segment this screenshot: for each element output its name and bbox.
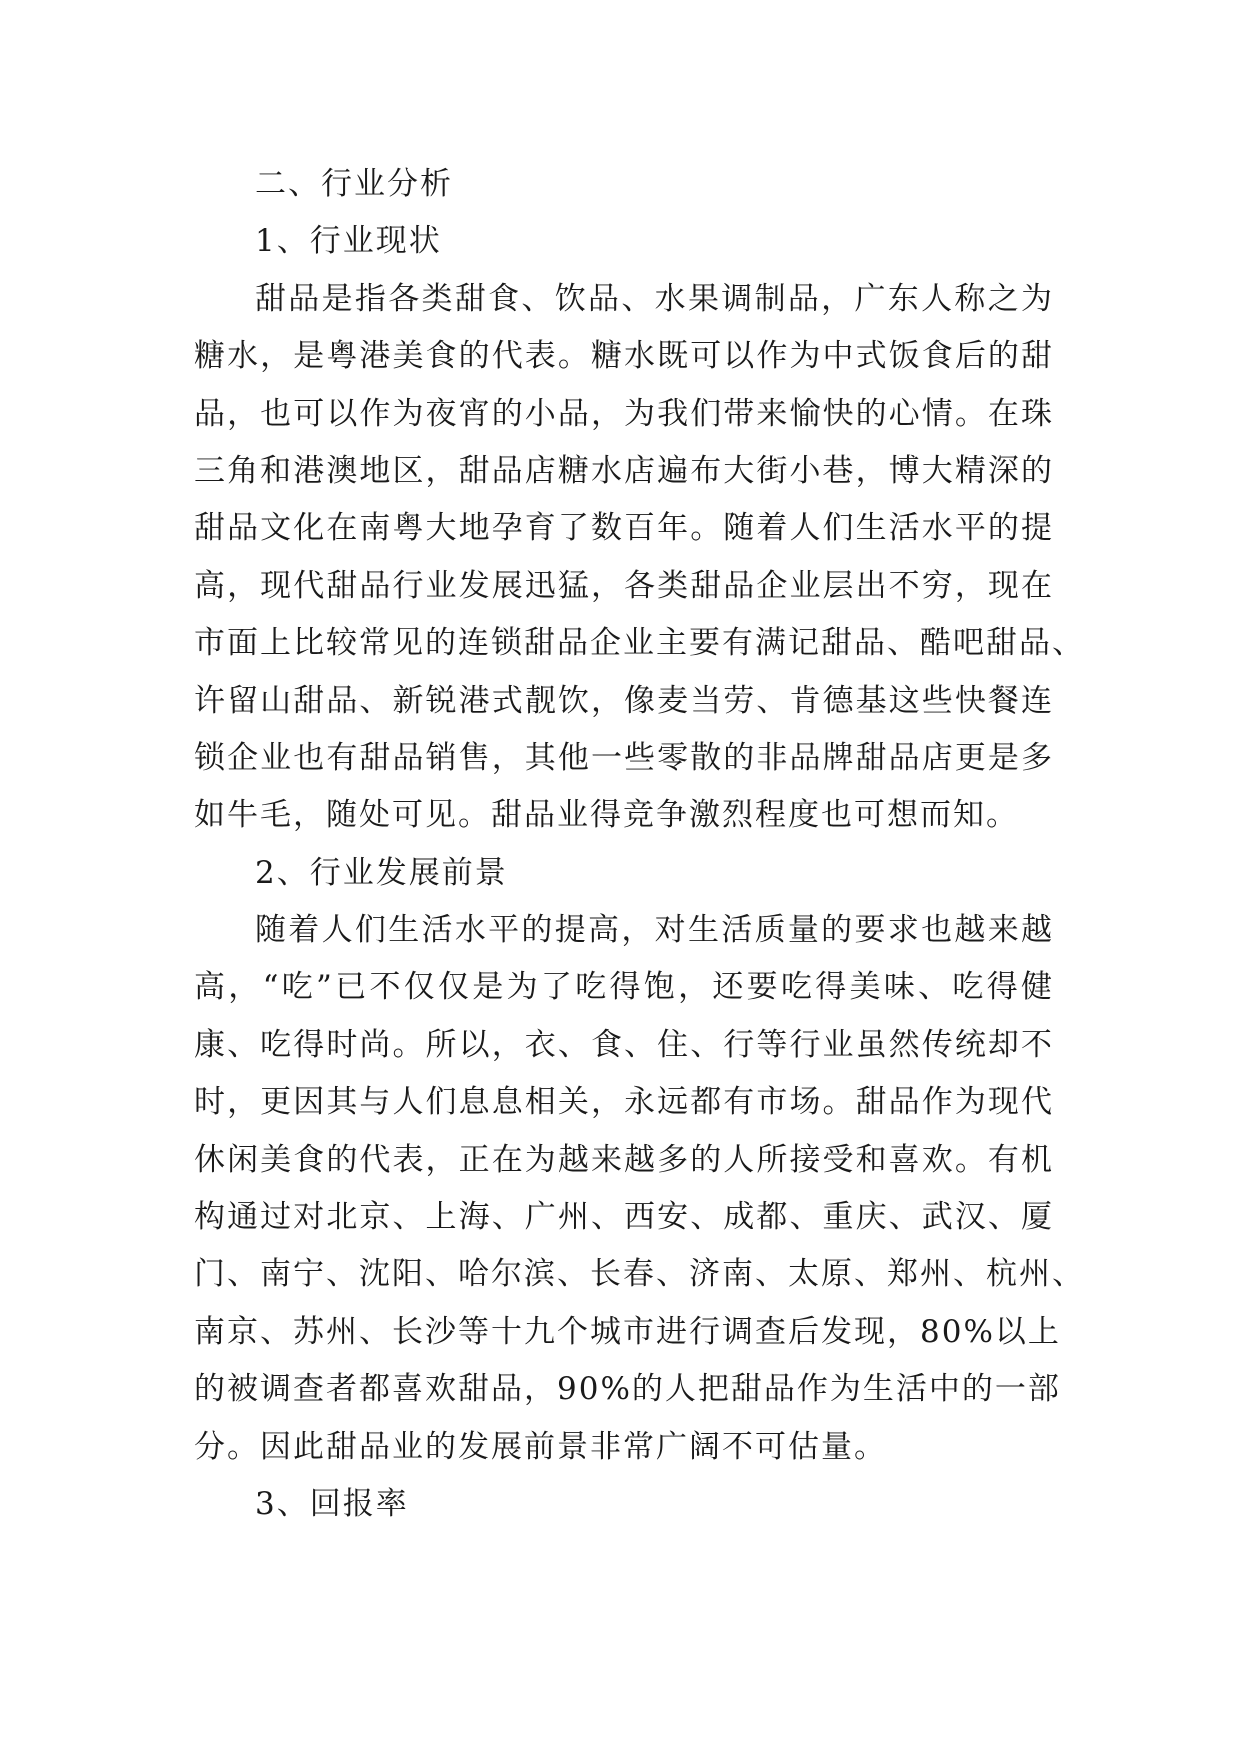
paragraph-line: 高，“吃”已不仅仅是为了吃得饱，还要吃得美味、吃得健	[194, 969, 1054, 1006]
paragraph-industry-status	[194, 271, 1085, 845]
paragraph-line: 如牛毛，随处可见。甜品业得竞争激烈程度也可想而知。	[194, 797, 1019, 834]
paragraph-industry-outlook	[194, 902, 1085, 1476]
subheading-return-rate: 3、回报率	[255, 1485, 409, 1522]
paragraph-line: 的被调查者都喜欢甜品，90%的人把甜品作为生活中的一部	[194, 1371, 1061, 1408]
paragraph-line: 构通过对北京、上海、广州、西安、成都、重庆、武汉、厦	[194, 1199, 1054, 1236]
paragraph-line: 甜品是指各类甜食、饮品、水果调制品，广东人称之为	[255, 280, 1054, 317]
paragraph-line: 门、南宁、沈阳、哈尔滨、长春、济南、太原、郑州、杭州、	[194, 1256, 1085, 1293]
subheading-industry-status: 1、行业现状	[255, 223, 442, 260]
paragraph-line: 南京、苏州、长沙等十九个城市进行调查后发现，80%以上	[194, 1313, 1061, 1350]
paragraph-line: 休闲美食的代表，正在为越来越多的人所接受和喜欢。有机	[194, 1141, 1054, 1178]
paragraph-line: 甜品文化在南粤大地孕育了数百年。随着人们生活水平的提	[194, 510, 1054, 547]
document-body	[194, 156, 1085, 1533]
paragraph-line: 锁企业也有甜品销售，其他一些零散的非品牌甜品店更是多	[194, 739, 1054, 776]
paragraph-line: 三角和港澳地区，甜品店糖水店遍布大街小巷，博大精深的	[194, 452, 1054, 489]
section-heading: 二、行业分析	[255, 166, 453, 202]
subheading-industry-outlook: 2、行业发展前景	[255, 854, 508, 891]
paragraph-line: 糖水，是粤港美食的代表。糖水既可以作为中式饭食后的甜	[194, 338, 1054, 375]
paragraph-line: 分。因此甜品业的发展前景非常广阔不可估量。	[194, 1428, 887, 1465]
paragraph-line: 品，也可以作为夜宵的小品，为我们带来愉快的心情。在珠	[194, 395, 1054, 432]
paragraph-line: 高，现代甜品行业发展迅猛，各类甜品企业层出不穷，现在	[194, 567, 1054, 604]
paragraph-line: 时，更因其与人们息息相关，永远都有市场。甜品作为现代	[194, 1084, 1054, 1121]
paragraph-line: 市面上比较常见的连锁甜品企业主要有满记甜品、酷吧甜品、	[194, 625, 1085, 662]
paragraph-line: 许留山甜品、新锐港式靓饮，像麦当劳、肯德基这些快餐连	[194, 682, 1054, 719]
paragraph-line: 随着人们生活水平的提高，对生活质量的要求也越来越	[255, 912, 1054, 949]
paragraph-line: 康、吃得时尚。所以，衣、食、住、行等行业虽然传统却不	[194, 1026, 1054, 1063]
